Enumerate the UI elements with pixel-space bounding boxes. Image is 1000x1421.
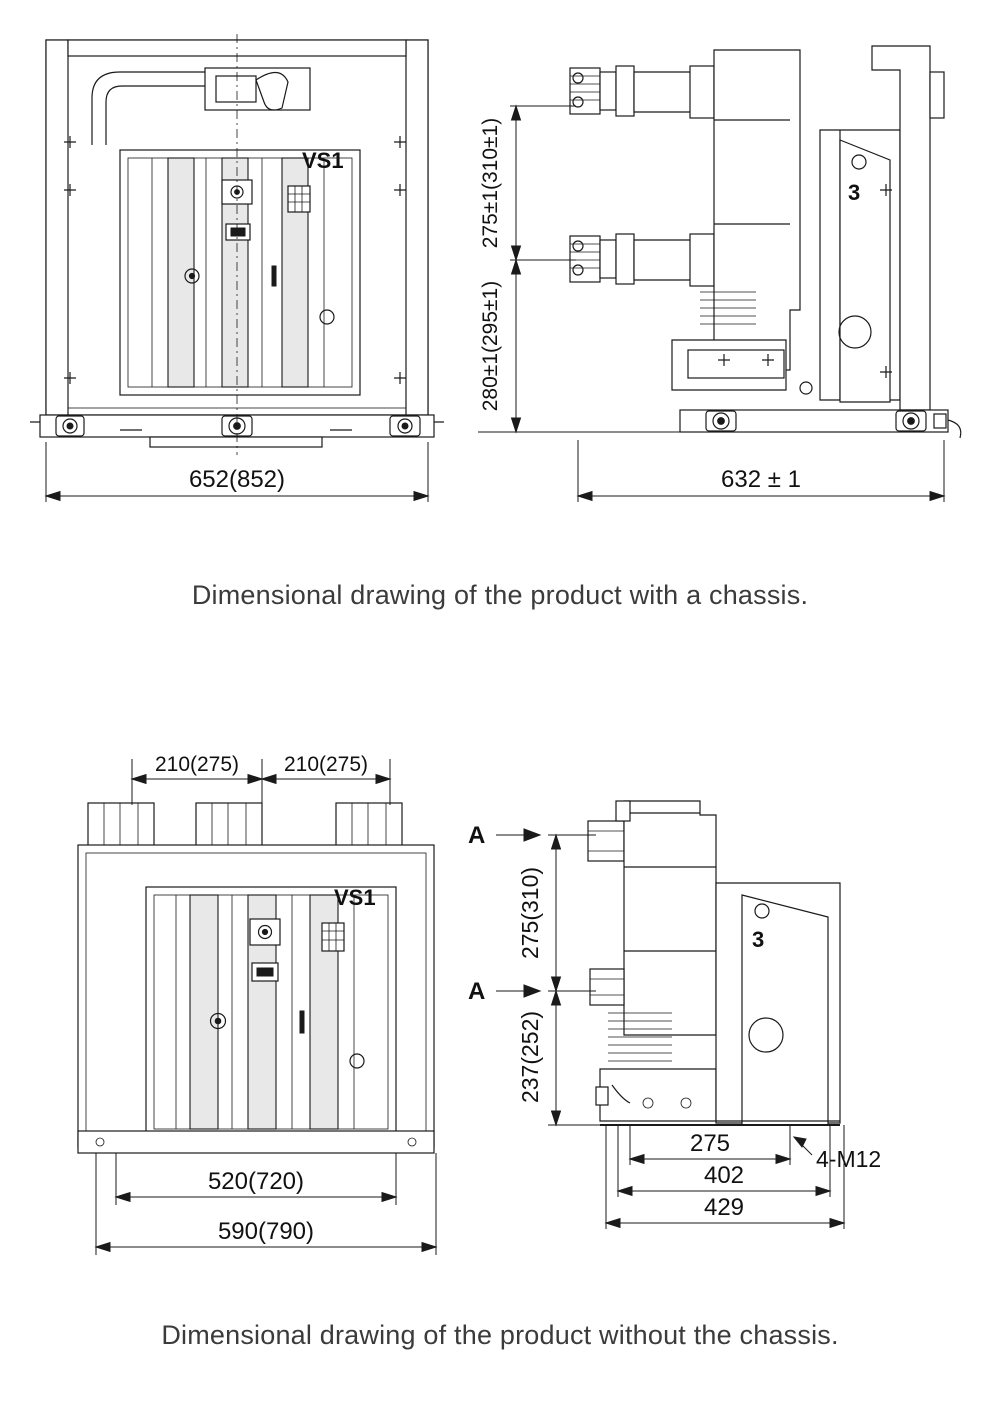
dim-width-top bbox=[46, 442, 428, 502]
vs1-label-bottom: VS1 bbox=[334, 885, 376, 910]
dim-pole-pitch-left-text: 210(275) bbox=[154, 753, 240, 776]
section-marker-a-top bbox=[468, 822, 540, 849]
dim-depth-402-text: 402 bbox=[703, 1162, 745, 1189]
dim-upper-height-bottom bbox=[517, 835, 596, 991]
front-view-with-chassis bbox=[30, 34, 444, 502]
dim-lower-height-bottom-text: 237(252) bbox=[517, 1010, 543, 1104]
section-marker-a-bottom bbox=[468, 978, 540, 1005]
thread-note-text: 4-M12 bbox=[816, 1146, 882, 1172]
front-view-without-chassis bbox=[78, 753, 436, 1255]
dim-width-inner-bottom-text: 520(720) bbox=[207, 1168, 305, 1195]
dim-upper-height-bottom-text: 275(310) bbox=[517, 866, 543, 960]
dim-pole-pitch-right-text: 210(275) bbox=[283, 753, 369, 776]
svg-text:A: A bbox=[468, 822, 486, 849]
dim-lower-height-top-text: 280±1(295±1) bbox=[479, 280, 502, 412]
dim-pole-pitch-right bbox=[262, 753, 390, 805]
vs1-label-top: VS1 bbox=[302, 148, 344, 173]
side-view-with-chassis bbox=[478, 46, 961, 502]
dim-upper-height-top-text: 275±1(310±1) bbox=[479, 117, 502, 249]
figure-without-chassis bbox=[0, 735, 1000, 1295]
dim-lower-height-top bbox=[478, 260, 690, 432]
caption-without-chassis: Dimensional drawing of the product without the chassis. bbox=[161, 1320, 839, 1350]
dim-depth-275 bbox=[630, 1125, 790, 1165]
side-view-without-chassis bbox=[468, 801, 881, 1229]
figure-with-chassis bbox=[0, 10, 1000, 550]
dim-upper-height-top bbox=[479, 106, 576, 260]
dim-depth-429-text: 429 bbox=[703, 1194, 745, 1221]
svg-text:A: A bbox=[468, 978, 486, 1005]
dim-pole-pitch-left bbox=[132, 753, 262, 805]
callout-3-bottom: 3 bbox=[752, 927, 765, 952]
dim-depth-275-text: 275 bbox=[689, 1130, 731, 1157]
thread-note-leader bbox=[794, 1137, 881, 1172]
dim-width-top-text: 652(852) bbox=[188, 466, 286, 493]
dim-lower-height-bottom bbox=[517, 991, 600, 1125]
dim-depth-top-text: 632 ± 1 bbox=[721, 466, 801, 493]
dim-width-inner-bottom bbox=[116, 1153, 396, 1205]
dim-depth-top bbox=[578, 440, 944, 502]
dim-width-outer-bottom-text: 590(790) bbox=[217, 1218, 315, 1245]
caption-with-chassis: Dimensional drawing of the product with a chassis. bbox=[191, 580, 809, 610]
callout-3-top: 3 bbox=[848, 180, 861, 205]
